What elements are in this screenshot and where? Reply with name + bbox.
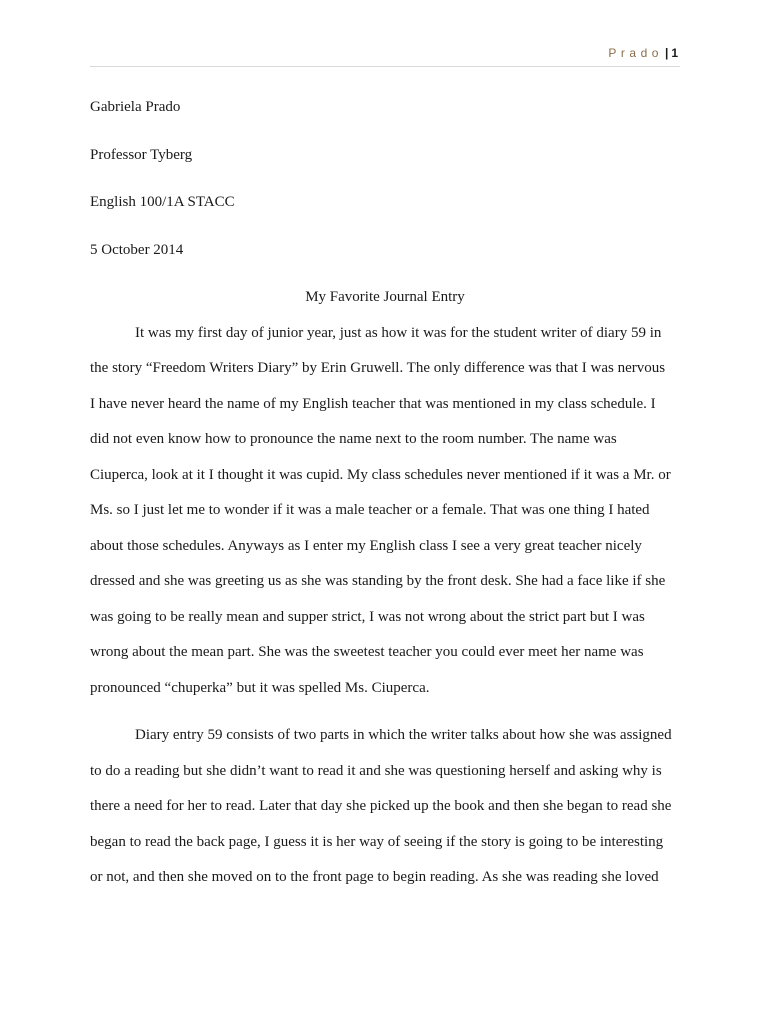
paragraph-line: It was my first day of junior year, just as how it was for the student writer of diary 59 in bbox=[135, 324, 662, 341]
paragraph-line: did not even know how to pronounce the name next to the room number. The name was bbox=[90, 431, 617, 447]
paragraph-line: there a need for her to read. Later that day she picked up the book and then she began to read she bbox=[90, 798, 672, 814]
paragraph-line: Ciuperca, look at it I thought it was cupid. My class schedules never mentioned if it was a Mr. or bbox=[90, 466, 671, 483]
paragraph-line: began to read the back page, I guess it is her way of seeing if the story is going to be interesting bbox=[90, 833, 664, 850]
professor-name: Professor Tyberg bbox=[90, 146, 193, 163]
course-name: English 100/1A STACC bbox=[90, 194, 235, 210]
paragraph-2 bbox=[90, 718, 680, 896]
paragraph-line: the story “Freedom Writers Diary” by Erin Gruwell. The only difference was that I was nervous bbox=[90, 360, 666, 376]
paragraph-line: to do a reading but she didn’t want to read it and she was questioning herself and asking why is bbox=[90, 762, 662, 779]
header-rule bbox=[90, 66, 680, 67]
running-header bbox=[608, 46, 678, 60]
student-name: Gabriela Prado bbox=[90, 99, 181, 115]
header-author-name: Prado bbox=[608, 46, 663, 60]
paragraph-line: I have never heard the name of my English teacher that was mentioned in my class schedule. I bbox=[90, 395, 656, 412]
document-date: 5 October 2014 bbox=[90, 241, 184, 258]
header-separator: | bbox=[664, 46, 669, 60]
paragraph-line: pronounced “chuperka” but it was spelled Ms. Ciuperca. bbox=[90, 679, 430, 696]
paragraph-1 bbox=[90, 316, 680, 707]
document-title: My Favorite Journal Entry bbox=[305, 289, 465, 305]
paragraph-line: Diary entry 59 consists of two parts in which the writer talks about how she was assigned bbox=[135, 727, 672, 743]
paragraph-line: Ms. so I just let me to wonder if it was a male teacher or a female. That was one thing I hated bbox=[90, 502, 650, 518]
paragraph-line: or not, and then she moved on to the front page to begin reading. As she was reading she loved bbox=[90, 869, 659, 885]
paragraph-line: was going to be really mean and supper strict, I was not wrong about the strict part but I was bbox=[90, 608, 645, 625]
paragraph-line: wrong about the mean part. She was the sweetest teacher you could ever meet her name was bbox=[90, 644, 644, 660]
paragraph-line: dressed and she was greeting us as she was standing by the front desk. She had a face like if she bbox=[90, 573, 666, 589]
paragraph-line: about those schedules. Anyways as I enter my English class I see a very great teacher nicely bbox=[90, 537, 642, 554]
header-page-number: 1 bbox=[671, 46, 678, 60]
document-body bbox=[90, 90, 680, 896]
